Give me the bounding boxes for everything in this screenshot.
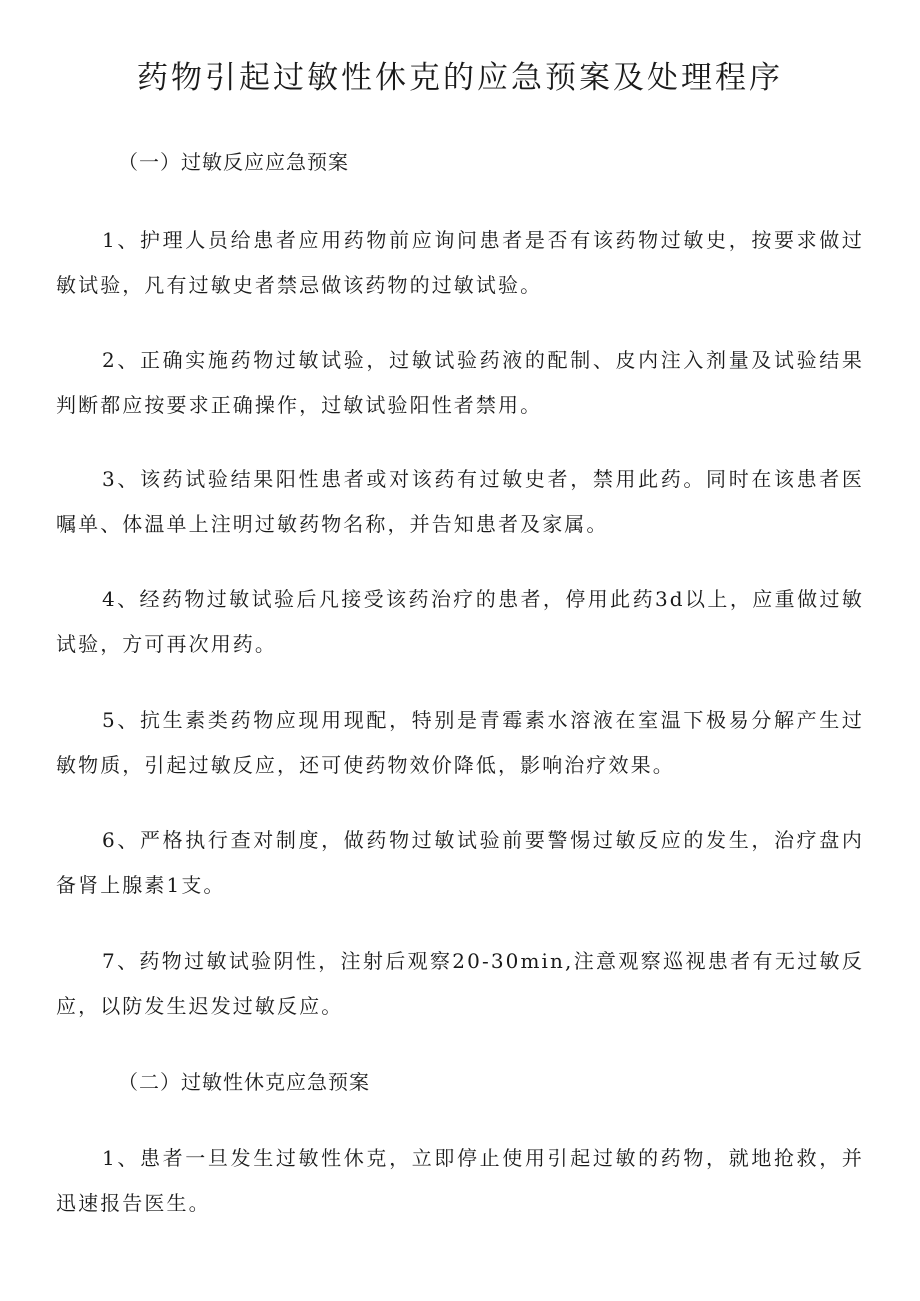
paragraph-4: 4、经药物过敏试验后凡接受该药治疗的患者，停用此药3d以上，应重做过敏试验，方可再次用药。 [56,587,864,656]
paragraph-2: 2、正确实施药物过敏试验，过敏试验药液的配制、皮内注入剂量及试验结果判断都应按要求正确操作，过敏试验阳性者禁用。 [56,348,864,417]
paragraph-1: 1、护理人员给患者应用药物前应询问患者是否有该药物过敏史，按要求做过敏试验，凡有过敏史者禁忌做该药物的过敏试验。 [56,228,864,297]
paragraph-shock-1: 1、患者一旦发生过敏性休克，立即停止使用引起过敏的药物，就地抢救，并迅速报告医生。 [56,1146,864,1215]
paragraph-3: 3、该药试验结果阳性患者或对该药有过敏史者，禁用此药。同时在该患者医嘱单、体温单上注明过敏药物名称，并告知患者及家属。 [56,467,864,536]
section-heading-anaphylactic-shock: （二）过敏性休克应急预案 [118,1070,370,1094]
paragraph-6: 6、严格执行查对制度，做药物过敏试验前要警惕过敏反应的发生，治疗盘内备肾上腺素1支。 [56,828,864,897]
paragraph-5: 5、抗生素类药物应现用现配，特别是青霉素水溶液在室温下极易分解产生过敏物质，引起过敏反应，还可使药物效价降低，影响治疗效果。 [56,708,864,777]
section-heading-allergic-reaction: （一）过敏反应应急预案 [118,150,349,174]
paragraph-7: 7、药物过敏试验阴性，注射后观察20-30min,注意观察巡视患者有无过敏反应，以防发生迟发过敏反应。 [56,949,864,1018]
document-title: 药物引起过敏性休克的应急预案及处理程序 [137,60,783,96]
